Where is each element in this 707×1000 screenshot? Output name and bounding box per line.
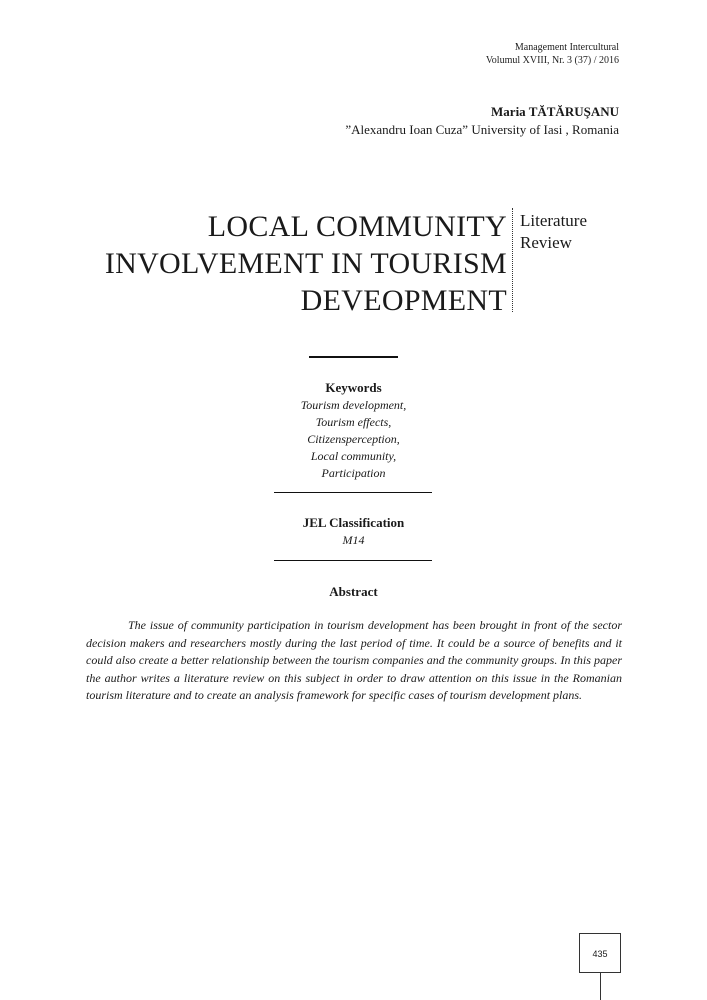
keyword-item: Tourism development, [300,398,407,412]
section-divider [274,560,432,561]
journal-name: Management Intercultural [514,42,619,53]
title-line: LOCAL COMMUNITY [207,210,507,243]
article-type-line: Review [520,233,572,252]
jel-heading: JEL Classification [302,515,405,530]
keyword-item: Participation [321,466,386,480]
keywords-section [0,379,707,482]
page-number: 435 [579,933,621,973]
keyword-item: Local community, [310,449,397,463]
section-divider [309,356,398,358]
title-divider [512,208,513,312]
keyword-item: Citizensperception, [307,432,400,446]
title-line: INVOLVEMENT IN TOURISM [104,247,507,280]
keyword-item: Tourism effects, [315,415,392,429]
article-type-line: Literature [520,211,588,230]
author-affiliation: ”Alexandru Ioan Cuza” University of Iasi , Romania [345,122,619,137]
jel-section [0,514,707,549]
title-line: DEVEOPMENT [300,284,507,317]
paper-title [67,208,507,319]
article-type [520,210,587,254]
jel-code: M14 [342,533,365,547]
keywords-heading: Keywords [325,380,382,395]
abstract-text: The issue of community participation in tourism development has been brought in front of the sector decision makers and researchers mostly during the last period of time. It could be a source of benefits and it could also create a better relationship between the tourism companies and the community groups. In this paper the author writes a literature review on this subject in order to draw attention on this issue in the Romanian tourism literature and to create an analysis framework for specific cases of tourism development plans. [86,618,622,703]
author-name: Maria TĂTĂRUŞANU [491,104,619,119]
section-divider [274,492,432,493]
journal-volume: Volumul XVIII, Nr. 3 (37) / 2016 [485,54,619,66]
abstract-heading: Abstract [329,584,378,599]
author-block [345,103,619,139]
journal-header [486,42,619,67]
page-number-line [600,973,601,1000]
